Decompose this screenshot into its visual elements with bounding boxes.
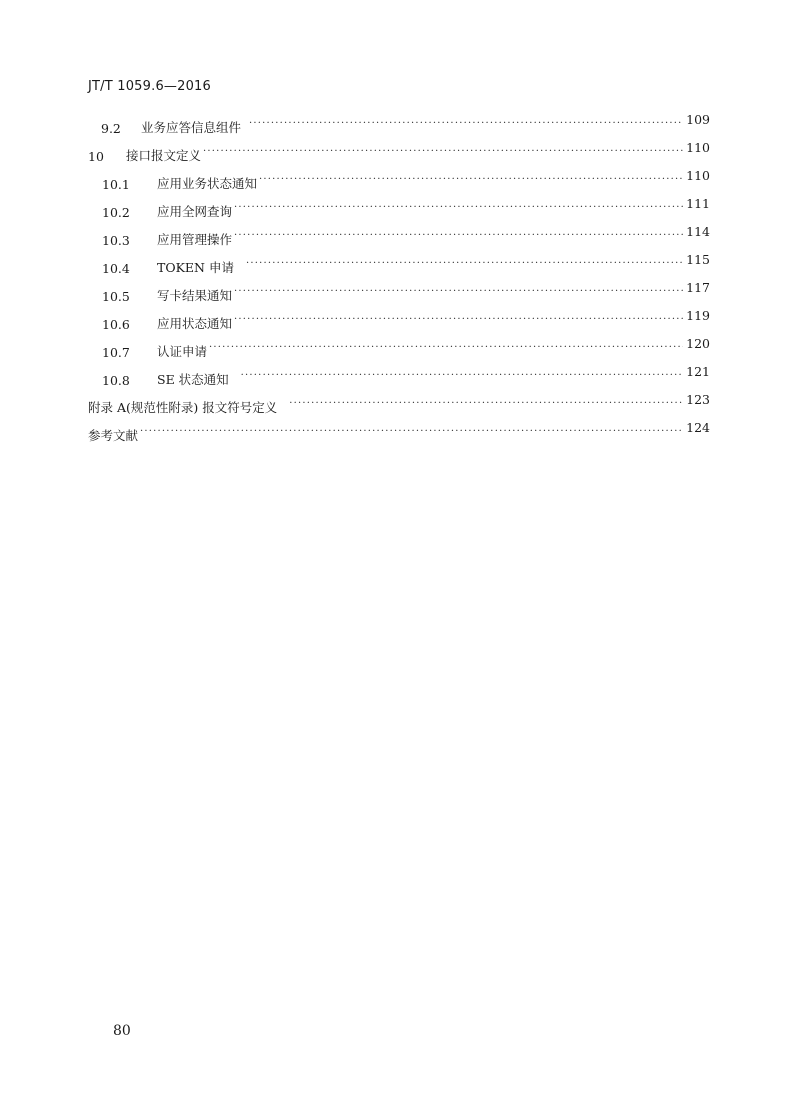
- toc-entry-page: 117: [686, 280, 710, 295]
- toc-entry-page: 110: [686, 168, 710, 183]
- toc-entry-10-4[interactable]: [88, 248, 710, 276]
- toc-leader-dots: [234, 314, 683, 325]
- toc-entry-page: 121: [686, 364, 710, 379]
- toc-entry-title: SE 状态通知: [157, 372, 229, 387]
- toc-entry-title: 应用全网查询: [157, 204, 233, 219]
- toc-entry-number: 10: [88, 149, 104, 164]
- toc-entry-9-2[interactable]: [88, 108, 710, 136]
- toc-entry-title: 应用管理操作: [157, 232, 233, 247]
- toc-entry-number: 10.1: [102, 177, 130, 192]
- toc-entry-10-5[interactable]: [88, 276, 710, 304]
- toc-leader-dots: [241, 370, 683, 381]
- toc-entry-number: 9.2: [101, 121, 121, 136]
- toc-entry-references[interactable]: [88, 416, 710, 444]
- toc-entry-10-8[interactable]: [88, 360, 710, 388]
- toc-entry-title: 附录 A(规范性附录) 报文符号定义: [88, 400, 278, 415]
- toc-entry-page: 123: [686, 392, 710, 407]
- toc-entry-page: 119: [686, 308, 710, 323]
- toc-leader-dots: [234, 286, 683, 297]
- toc-leader-dots: [289, 398, 683, 409]
- toc-entry-10-7[interactable]: [88, 332, 710, 360]
- toc-entry-10-1[interactable]: [88, 164, 710, 192]
- toc-leader-dots: [234, 202, 683, 213]
- toc-entry-10-6[interactable]: [88, 304, 710, 332]
- toc-entry-number: 10.4: [102, 261, 130, 276]
- toc-entry-appendix-a[interactable]: [88, 388, 710, 416]
- toc-entry-number: 10.3: [102, 233, 130, 248]
- toc-leader-dots: [209, 342, 683, 353]
- toc-entry-title: 应用状态通知: [157, 316, 233, 331]
- toc-entry-number: 10.6: [102, 317, 130, 332]
- toc-entry-10-2[interactable]: [88, 192, 710, 220]
- toc-entry-title: 认证申请: [157, 344, 208, 359]
- toc-leader-dots: [203, 146, 683, 157]
- toc-entry-number: 10.8: [102, 373, 130, 388]
- toc-entry-10[interactable]: [88, 136, 710, 164]
- toc-entry-page: 124: [686, 420, 710, 435]
- page-number: 80: [113, 1023, 131, 1039]
- toc-entry-title: TOKEN 申请: [157, 260, 234, 275]
- toc-entry-page: 109: [686, 112, 710, 127]
- toc-entry-title: 接口报文定义: [126, 148, 202, 163]
- toc-entry-title: 业务应答信息组件: [141, 120, 242, 135]
- toc-entry-page: 110: [686, 140, 710, 155]
- table-of-contents: [88, 108, 710, 444]
- toc-entry-title: 应用业务状态通知: [157, 176, 258, 191]
- toc-entry-10-3[interactable]: [88, 220, 710, 248]
- toc-leader-dots: [259, 174, 683, 185]
- document-code-header: JT/T 1059.6—2016: [88, 79, 211, 94]
- toc-leader-dots: [140, 426, 683, 437]
- toc-entry-page: 114: [686, 224, 710, 239]
- toc-entry-number: 10.5: [102, 289, 130, 304]
- toc-entry-title: 参考文献: [88, 428, 139, 443]
- toc-entry-number: 10.7: [102, 345, 130, 360]
- toc-entry-page: 115: [686, 252, 710, 267]
- toc-leader-dots: [249, 118, 683, 129]
- toc-entry-page: 120: [686, 336, 710, 351]
- toc-entry-title: 写卡结果通知: [157, 288, 233, 303]
- toc-entry-number: 10.2: [102, 205, 130, 220]
- toc-leader-dots: [246, 258, 683, 269]
- toc-leader-dots: [234, 230, 683, 241]
- toc-entry-page: 111: [686, 196, 710, 211]
